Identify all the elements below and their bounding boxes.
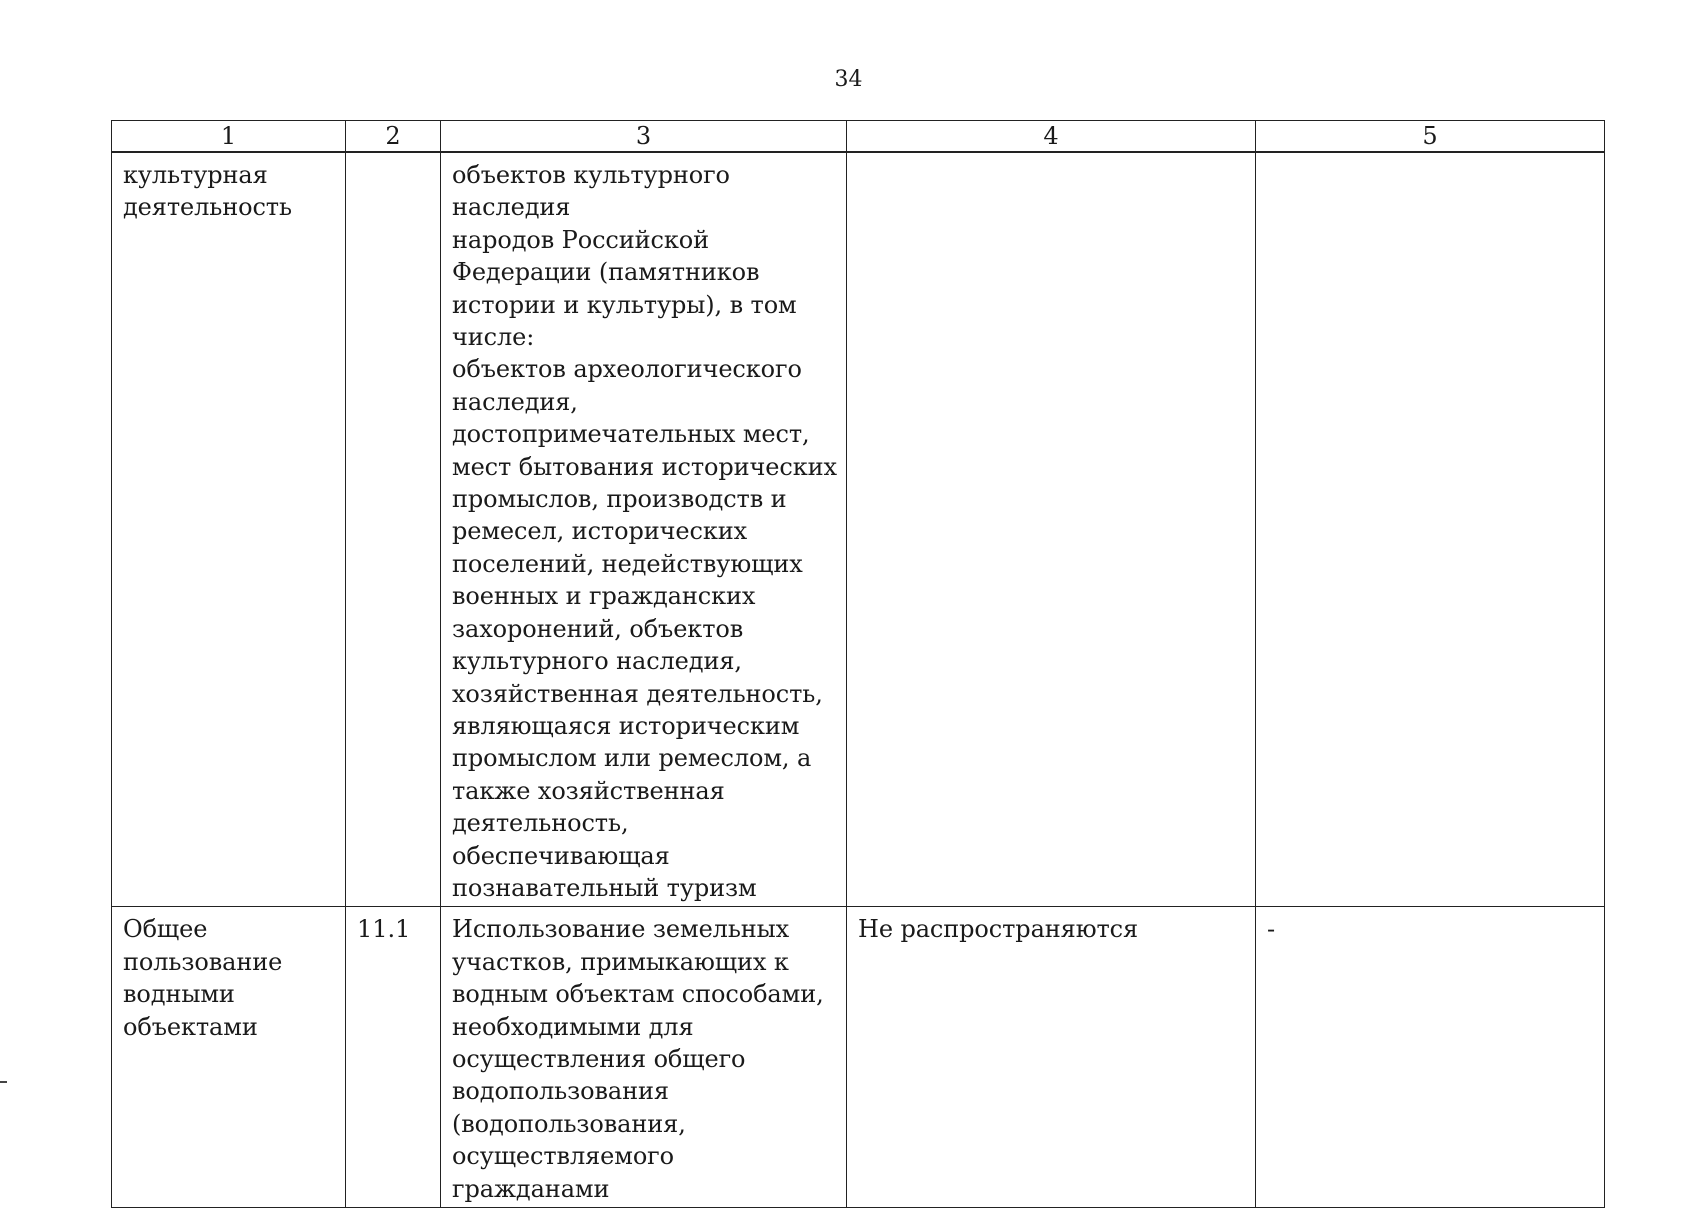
table-cell-notes [1256,152,1605,907]
column-header: 2 [346,121,441,153]
margin-mark [0,1081,7,1083]
table-header-row [112,121,1605,153]
table-cell-land-use-type: культурная деятельность [112,152,346,907]
table-cell-land-use-type: Общее пользование водными объектами [112,907,346,1208]
table-row [112,152,1605,907]
table-cell-notes: - [1256,907,1605,1208]
table-cell-restrictions [847,152,1256,907]
column-header: 4 [847,121,1256,153]
regulations-table [111,120,1605,1208]
column-header: 3 [441,121,847,153]
table-cell-code: 11.1 [346,907,441,1208]
column-header: 5 [1256,121,1605,153]
table-cell-code [346,152,441,907]
table-cell-description: объектов культурного наследия народов Российской Федерации (памятников истории и культуры), в том числе: объектов археологического наследия, достопримечательных мест, мест бытования исторических промыслов, производств и ремесел, исторических поселений, недействующих военных и гражданских захоронений, объектов культурного наследия, хозяйственная деятельность, являющаяся историческим промыслом или ремеслом, а также хозяйственная деятельность, обеспечивающая познавательный туризм [441,152,847,907]
page-number: 34 [834,67,863,92]
table-cell-description: Использование земельных участков, примыкающих к водным объектам способами, необходимыми для осуществления общего водопользования (водопользования, осуществляемого гражданами [441,907,847,1208]
table-cell-restrictions: Не распространяются [847,907,1256,1208]
column-header: 1 [112,121,346,153]
table-row [112,907,1605,1208]
